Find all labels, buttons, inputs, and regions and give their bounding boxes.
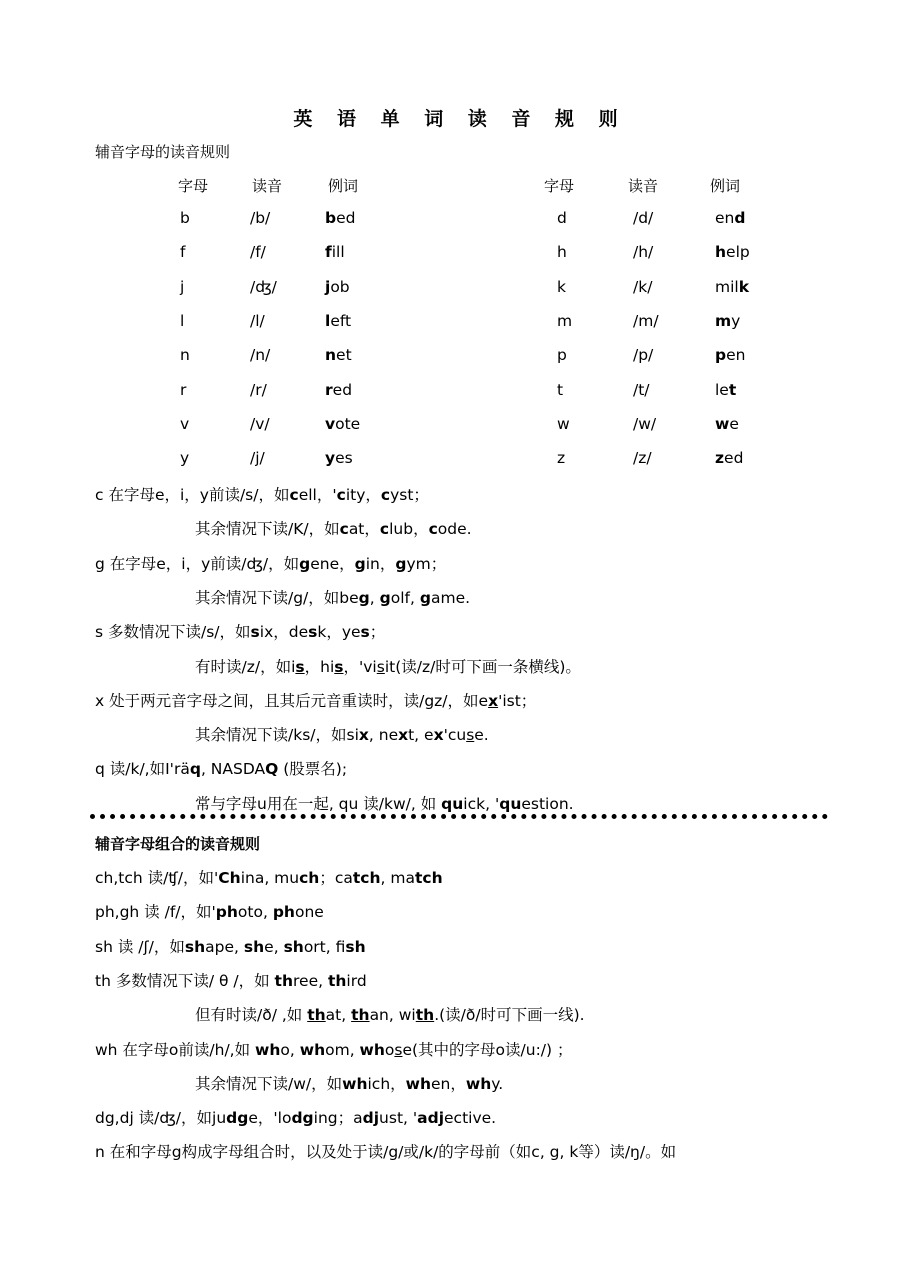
table-sound-right: /z/: [633, 449, 652, 468]
section-heading-combinations: 辅音字母组合的读音规则: [95, 835, 261, 853]
combination-rule-line: ph,gh 读 /f/，如'photo, phone: [95, 903, 324, 922]
rule-line: 有时读/z/，如is，his，'visit(读/z/时可下画一条横线)。: [195, 657, 581, 676]
table-sound-left: /v/: [250, 414, 270, 433]
col-header-example: 例词: [328, 177, 359, 195]
table-letter-right: h: [557, 243, 567, 262]
col-header-sound: 读音: [252, 177, 283, 195]
table-example-left: bed: [325, 209, 356, 227]
col-header-example-right: 例词: [710, 177, 741, 195]
table-letter-right: k: [557, 277, 566, 296]
table-example-left: net: [325, 346, 352, 365]
table-example-left: yes: [325, 449, 353, 468]
table-example-right: we: [715, 414, 739, 433]
table-sound-left: /n/: [250, 346, 271, 365]
table-example-right: milk: [715, 277, 750, 296]
table-letter-left: l: [180, 311, 185, 330]
table-sound-right: /k/: [633, 277, 653, 296]
rule-line: x 处于两元音字母之间，且其后元音重读时，读/gz/，如ex'ist；: [95, 691, 537, 710]
table-sound-left: /f/: [250, 243, 266, 262]
table-sound-left: /l/: [250, 311, 265, 330]
table-sound-right: /t/: [633, 380, 650, 399]
page-title: 英 语 单 词 读 音 规 则: [293, 108, 627, 130]
combination-rule-line: n 在和字母g构成字母组合时，以及处于读/g/或/k/的字母前（如c, g, k等）读/ŋ/。如: [95, 1143, 677, 1162]
rule-line: 常与字母u用在一起, qu 读/kw/, 如 quick, 'question.: [195, 794, 574, 813]
combination-rule-line: sh 读 /ʃ/，如shape, she, short, fish: [95, 937, 366, 956]
table-letter-right: m: [557, 311, 573, 330]
col-header-sound-right: 读音: [628, 177, 659, 195]
combination-rule-line: wh 在字母o前读/h/,如 who, whom, whose(其中的字母o读/u:/) ；: [95, 1040, 573, 1059]
table-example-right: help: [715, 243, 750, 262]
table-example-right: zed: [715, 449, 744, 468]
combination-rule-line: th 多数情况下读/ θ /，如 three, third: [95, 971, 367, 990]
combination-rule-line: ch,tch 读/ʧ/，如'China, much；catch, match: [95, 869, 443, 887]
rule-line: s 多数情况下读/s/，如six，desk，yes；: [95, 623, 386, 642]
rule-line: c 在字母e，i，y前读/s/，如cell，'city，cyst；: [95, 486, 429, 504]
table-sound-right: /m/: [633, 311, 659, 330]
section-heading-consonants: 辅音字母的读音规则: [95, 143, 231, 161]
table-letter-right: w: [557, 414, 570, 433]
table-letter-left: f: [180, 243, 186, 262]
table-sound-left: /b/: [250, 209, 271, 227]
table-sound-right: /p/: [633, 346, 654, 365]
table-sound-right: /d/: [633, 209, 654, 227]
table-sound-right: /h/: [633, 243, 654, 262]
table-letter-left: y: [180, 449, 190, 468]
dotted-separator: [90, 814, 828, 819]
rule-line: 其余情况下读/ks/，如six, next, ex'cuse.: [195, 726, 489, 745]
table-example-right: pen: [715, 346, 746, 365]
table-sound-left: /j/: [250, 449, 265, 468]
combination-rule-line: 但有时读/ð/ ,如 that, than, with.(读/ð/时可下画一线).: [195, 1006, 585, 1025]
table-letter-left: b: [180, 209, 190, 227]
table-sound-right: /w/: [633, 414, 657, 433]
table-letter-left: j: [180, 277, 185, 296]
col-header-letter: 字母: [178, 177, 209, 195]
table-sound-left: /ʤ/: [250, 277, 277, 296]
table-letter-right: z: [557, 449, 566, 468]
col-header-letter-right: 字母: [544, 177, 575, 195]
table-letter-left: r: [180, 380, 187, 399]
rule-line: q 读/k/,如I'räq, NASDAQ (股票名);: [95, 760, 348, 779]
rule-line: g 在字母e，i，y前读/ʤ/，如gene，gin，gym；: [95, 554, 447, 573]
table-example-left: red: [325, 380, 353, 399]
table-sound-left: /r/: [250, 380, 267, 399]
combination-rule-line: dg,dj 读/ʤ/，如judge，'lodging；adjust, 'adjective.: [95, 1109, 497, 1128]
combination-rule-line: 其余情况下读/w/，如which，when，why.: [195, 1074, 504, 1093]
table-letter-right: p: [557, 346, 567, 365]
rule-line: 其余情况下读/K/，如cat，club，code.: [195, 520, 472, 539]
table-letter-left: v: [180, 414, 190, 433]
table-example-right: my: [715, 311, 741, 330]
table-example-right: end: [715, 209, 746, 227]
table-example-left: left: [325, 311, 352, 330]
rule-line: 其余情况下读/g/，如beg, golf, game.: [195, 588, 471, 607]
table-example-left: vote: [325, 414, 361, 433]
table-letter-left: n: [180, 346, 190, 365]
table-example-left: fill: [325, 243, 345, 262]
table-letter-right: d: [557, 209, 567, 227]
table-letter-right: t: [557, 380, 564, 399]
table-example-left: job: [325, 277, 350, 296]
table-example-right: let: [715, 380, 737, 399]
